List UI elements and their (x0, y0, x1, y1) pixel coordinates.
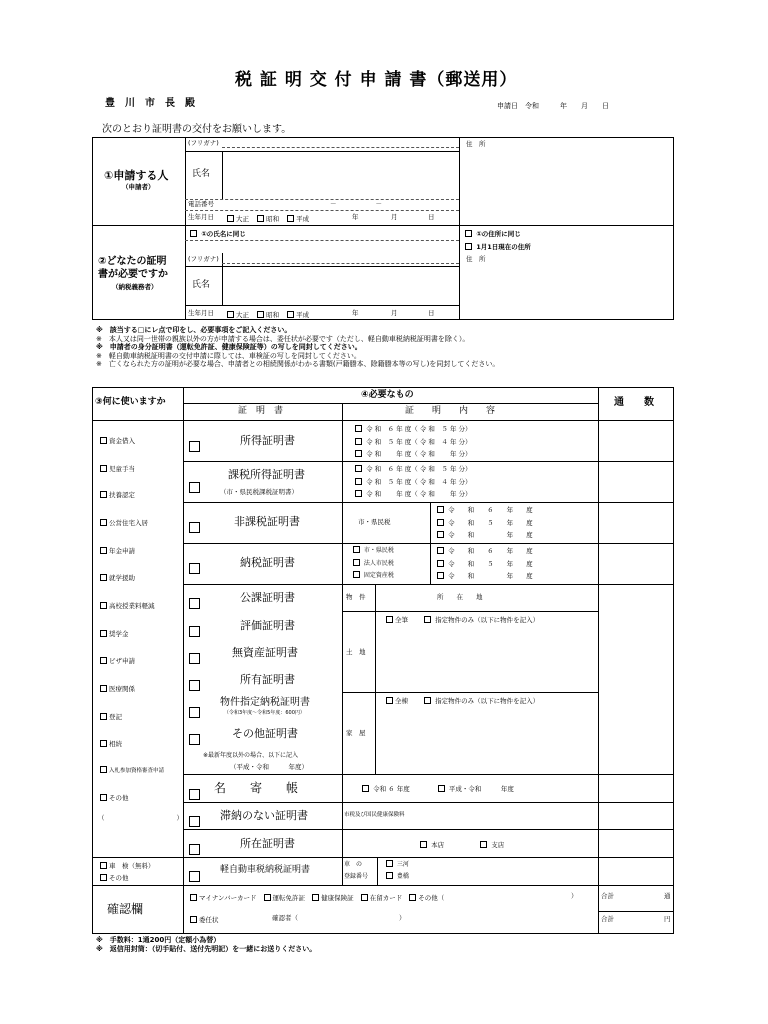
nozei-corp-tax[interactable]: 法人市民税 (353, 558, 394, 571)
land-specified[interactable]: 指定物件のみ（以下に物件を記入） (424, 616, 539, 624)
land-all[interactable]: 全筆 (386, 616, 408, 624)
id-options (190, 893, 444, 902)
land-options (386, 615, 539, 624)
kazei-sub: （市・県民税課税証明書） (220, 488, 298, 496)
checkbox-taisho[interactable] (227, 215, 234, 222)
hikazei-row[interactable] (189, 516, 200, 535)
checker-label: 確認者（ (272, 914, 298, 922)
shotoku-year-r6[interactable]: 令 和 ６ 年 度（ 令 和 ５ 年 分） (355, 423, 472, 436)
use-head: ③何に使いますか (95, 397, 166, 407)
note-5: ※ 亡くなられた方の証明が必要な場合、申請者との相続関係がわかる書類(戸籍謄本、除籍謄本等の写し)を同封してください。 (96, 360, 500, 369)
form-title: 税 証 明 交 付 申 請 書（郵送用） (235, 70, 518, 90)
sonota-note2[interactable]: （平成・令和 年度） (230, 763, 308, 771)
land-label: 土 地 (346, 648, 366, 656)
shozai-options (420, 840, 504, 849)
applicant-address-field[interactable] (461, 152, 671, 222)
nozei-year-r6[interactable]: 令 和 ６ 年 度 (437, 545, 533, 558)
checkbox-heisei[interactable] (287, 215, 294, 222)
nozei-property-tax[interactable]: 固定資産税 (353, 570, 394, 583)
hikazei-years (437, 504, 533, 542)
taino-label: 滞納のない証明書 (220, 809, 308, 822)
location-head: 所 在 地 (437, 593, 483, 601)
total-count-label: 合計 (601, 892, 614, 900)
meiyo-other[interactable]: 平成・令和 年度 (438, 785, 514, 793)
hikazei-year-other[interactable]: 令 和 年 度 (437, 529, 533, 542)
use-child-allowance[interactable]: 児童手当 (100, 464, 135, 473)
need-head: ④必要なもの (361, 390, 414, 400)
nozei-year-other[interactable]: 令 和 年 度 (437, 570, 533, 583)
same-name-option[interactable]: ①の氏名に同じ (190, 229, 246, 238)
building-specified[interactable]: 指定物件のみ（以下に物件を記入） (424, 697, 539, 705)
address-label-1: 住 所 (466, 140, 486, 148)
building-label: 家 屋 (346, 729, 366, 737)
use-registration[interactable]: 登記 (100, 712, 122, 721)
shotoku-label: 所得証明書 (240, 434, 295, 447)
checkbox-nozei[interactable] (189, 563, 200, 574)
use-dependent[interactable]: 扶養認定 (100, 490, 135, 499)
id-license[interactable]: 運転免許証 (264, 894, 306, 902)
keijido-row[interactable] (189, 865, 200, 884)
use-inheritance[interactable]: 相続 (100, 739, 122, 748)
hikazei-year-r5[interactable]: 令 和 ５ 年 度 (437, 517, 533, 530)
furigana-label-2: (フリガナ) (188, 255, 219, 263)
branch-mikawa[interactable]: 三河 (386, 859, 409, 871)
kohyo-label: 公課証明書 (240, 591, 295, 604)
bukken-row[interactable] (189, 701, 200, 720)
nozei-year-r5[interactable]: 令 和 ５ 年 度 (437, 558, 533, 571)
count-head: 通 数 (614, 397, 654, 408)
total-count-unit: 通 (664, 892, 671, 900)
meiyo-row[interactable] (189, 783, 200, 802)
shotoku-year-r5[interactable]: 令 和 ５ 年 度（ 令 和 ４ 年 分） (355, 436, 472, 449)
taino-row[interactable] (189, 810, 200, 829)
building-options (386, 696, 539, 705)
meiyo-label: 名 寄 帳 (214, 781, 299, 795)
tel-field[interactable]: － － (330, 200, 382, 208)
kazei-year-other[interactable]: 令 和 年 度（ 令 和 年 分） (355, 488, 472, 501)
jan1-address-option[interactable]: 1月1日現在の住所 (465, 242, 531, 251)
birth-year-2: 年 (352, 309, 359, 317)
land-detail-field[interactable] (377, 627, 596, 690)
use-public-housing[interactable]: 公営住宅入居 (100, 518, 148, 527)
footer-fee: ※ 手数料：1通200円（定額小為替） (96, 936, 221, 944)
vehicle-uses (100, 860, 155, 884)
hikazei-year-r6[interactable]: 令 和 ６ 年 度 (437, 504, 533, 517)
apply-date[interactable]: 申請日 令和 年 月 日 (497, 102, 609, 110)
checkbox-jan1-address[interactable] (465, 243, 472, 250)
checkbox-shotoku[interactable] (189, 441, 200, 452)
content-head: 証 明 内 容 (405, 406, 496, 416)
vehicle-reg-label: 車 の 登録番号 (344, 861, 369, 880)
checkbox-taisho-2[interactable] (227, 311, 234, 318)
checkbox-shoyu[interactable] (189, 680, 200, 691)
kazei-row[interactable] (189, 476, 200, 495)
birth-era-row-1[interactable]: 大正 昭和 平成 (227, 214, 309, 223)
hikazei-tax: 市・県民税 (358, 518, 391, 526)
total-fee-label: 合計 (601, 915, 614, 923)
sonota-label: その他証明書 (232, 727, 298, 740)
honten-option[interactable]: 本店 (420, 841, 444, 849)
taxpayer-sub: （納税義務者） (112, 283, 158, 291)
use-vehicle-other[interactable]: その他 (100, 872, 155, 884)
id-insurance[interactable]: 健康保険証 (312, 894, 354, 902)
bukken-label: 物件指定納税証明書 (220, 697, 310, 708)
meiyo-r6[interactable]: 令和 ６ 年度 (362, 785, 410, 793)
vehicle-branch (386, 859, 409, 883)
kazei-years (355, 463, 472, 501)
id-residence[interactable]: 在留カード (361, 894, 403, 902)
tel-label: 電話番号 (188, 200, 214, 208)
kazei-year-r5[interactable]: 令 和 ５ 年 度（ 令 和 ４ 年 分） (355, 476, 472, 489)
shiten-option[interactable]: 支店 (480, 841, 504, 849)
nozei-years (437, 545, 533, 583)
checkbox-bukken[interactable] (189, 707, 200, 718)
shotoku-year-other[interactable]: 令 和 年 度（ 令 和 年 分） (355, 448, 472, 461)
cert-head: 証 明 書 (238, 406, 284, 416)
use-bid[interactable]: 入札参加資格審査申請 (100, 766, 164, 774)
checker-close: ） (399, 914, 406, 922)
shozai-row[interactable] (189, 838, 200, 857)
kazei-year-r6[interactable]: 令 和 ６ 年 度（ 令 和 ５ 年 分） (355, 463, 472, 476)
addressee: 豊 川 市 長 殿 (105, 98, 195, 109)
note-4: ※ 軽自動車納税証明書の交付申請に際しては、車検証の写しを同封してください。 (96, 351, 361, 360)
nozei-items (353, 545, 394, 583)
applicant-sub: （申請者） (122, 183, 155, 191)
name-label-2: 氏名 (192, 280, 211, 290)
use-other[interactable]: その他 (100, 793, 129, 802)
checkbox-showa[interactable] (257, 215, 264, 222)
use-other-detail[interactable]: （ ） (98, 814, 183, 822)
birth-label-1: 生年月日 (188, 213, 214, 221)
inin-option[interactable]: 委任状 (190, 915, 219, 924)
shoyu-row[interactable] (189, 674, 200, 693)
kazei-label: 課税所得証明書 (228, 468, 305, 481)
id-other-close: ） (571, 892, 578, 900)
building-detail-field[interactable] (377, 708, 596, 772)
checkbox-hyoka[interactable] (189, 626, 200, 637)
checkbox-same-address[interactable] (465, 230, 472, 237)
shozai-label: 所在証明書 (240, 837, 295, 850)
hyoka-row[interactable] (189, 620, 200, 639)
checkbox-meiyo[interactable] (189, 789, 200, 800)
use-loan[interactable]: 資金借入 (100, 436, 135, 445)
checkbox-heisei-2[interactable] (287, 311, 294, 318)
checkbox-keijido[interactable] (189, 871, 200, 882)
hyoka-label: 評価証明書 (240, 619, 295, 632)
building-all[interactable]: 全棟 (386, 697, 408, 705)
use-visa[interactable]: ビザ申請 (100, 656, 135, 665)
checkbox-kazei[interactable] (189, 482, 200, 493)
note-2: ※ 本人又は同一世帯の親族以外の方が申請する場合は、委任状が必要です（ただし、軽自動車税納税証明書を除く）。 (96, 334, 470, 343)
shotoku-years (355, 423, 472, 461)
birth-day-1: 日 (428, 213, 435, 221)
use-tuition[interactable]: 高校授業料軽減 (100, 601, 155, 610)
keijido-label: 軽自動車税納税証明書 (220, 865, 311, 875)
shoyu-label: 所有証明書 (240, 673, 295, 686)
nozei-city-tax[interactable]: 市・県民税 (353, 545, 394, 558)
nozei-label: 納税証明書 (240, 556, 295, 569)
bukken-sub: （令和3年度～令和5年度：600円） (224, 710, 305, 716)
checkbox-shozai[interactable] (189, 844, 200, 855)
use-pension[interactable]: 年金申請 (100, 546, 135, 555)
note-1: ※ 該当する□にレ点で印をし、必要事項をご記入ください。 (96, 326, 292, 334)
use-school-aid[interactable]: 就学援助 (100, 573, 135, 582)
taxpayer-name-field[interactable] (223, 267, 458, 304)
checkbox-kohyo[interactable] (189, 598, 200, 609)
checkbox-taino[interactable] (189, 816, 200, 827)
nozei-row[interactable] (189, 557, 200, 576)
furigana-label-1: (フリガナ) (188, 139, 219, 147)
name-label-1: 氏名 (192, 169, 211, 179)
taxpayer-label-1: ②どなたの証明 (98, 256, 167, 267)
meiyo-years (362, 784, 514, 793)
use-medical[interactable]: 医療関係 (100, 684, 135, 693)
checkbox-sonota[interactable] (189, 734, 200, 745)
mushisan-row[interactable] (189, 647, 200, 666)
property-head: 物 件 (346, 593, 366, 601)
applicant-name-field[interactable] (223, 152, 458, 198)
confirm-label: 確認欄 (107, 902, 144, 916)
notes (96, 326, 499, 369)
sonota-row[interactable] (189, 728, 200, 747)
taxpayer-label-2: 書が必要ですか (98, 269, 168, 280)
taino-tax: 市税及び国民健康保険料 (344, 812, 405, 818)
checkbox-hikazei[interactable] (189, 522, 200, 533)
intro-text: 次のとおり証明書の交付をお願いします。 (102, 124, 292, 135)
sonota-note1: ※最新年度以外の場合、以下に記入 (203, 752, 299, 759)
birth-era-row-2[interactable]: 大正 昭和 平成 (227, 310, 309, 319)
birth-month-2: 月 (391, 309, 398, 317)
footer-notes (96, 936, 316, 954)
use-scholarship[interactable]: 奨学金 (100, 629, 129, 638)
total-fee-unit: 円 (664, 915, 671, 923)
note-3: ※ 申請者の身分証明書（運転免許証、健康保険証等）の写しを同封してください。 (96, 343, 362, 352)
kohyo-row[interactable] (189, 592, 200, 611)
mushisan-label: 無資産証明書 (232, 646, 298, 659)
same-address-option[interactable]: ①の住所に同じ (465, 229, 521, 238)
shotoku-row[interactable] (189, 435, 200, 454)
id-mynumber[interactable]: マイナンバーカード (190, 894, 256, 902)
id-other[interactable]: その他（ (409, 894, 444, 902)
checkbox-mushisan[interactable] (189, 653, 200, 664)
birth-year-1: 年 (352, 213, 359, 221)
birth-month-1: 月 (391, 213, 398, 221)
address-label-2: 住 所 (466, 255, 486, 263)
checkbox-showa-2[interactable] (257, 311, 264, 318)
applicant-label: ①申請する人 (104, 169, 169, 182)
hikazei-label: 非課税証明書 (234, 515, 300, 528)
checkbox-same-name[interactable] (190, 230, 197, 237)
birth-day-2: 日 (428, 309, 435, 317)
footer-envelope: ※ 返信用封筒：（切手貼付、送付先明記）を一緒にお送りください。 (96, 945, 317, 953)
branch-toyohashi[interactable]: 豊橋 (386, 871, 409, 883)
use-shaken[interactable]: 車 検（無料） (100, 860, 155, 872)
birth-label-2: 生年月日 (188, 309, 214, 317)
